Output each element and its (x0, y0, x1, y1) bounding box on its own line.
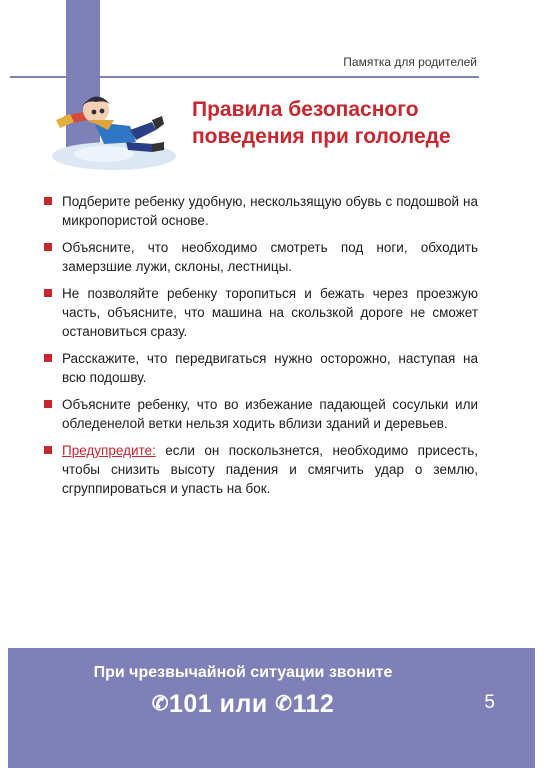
list-item (44, 238, 478, 276)
footer-title: При чрезвычайной ситуации звоните (93, 664, 393, 681)
emergency-footer (8, 648, 535, 768)
header-divider (10, 76, 479, 78)
list-item (44, 192, 478, 230)
square-bullet-icon (44, 243, 52, 251)
title-line-1: Правила безопасного (192, 98, 419, 121)
title-line-2: поведения при гололеде (192, 125, 451, 148)
item-text: Объясните, что необходимо смотреть под ноги, обходить замерзшие лужи, склоны, лестницы. (62, 240, 478, 274)
square-bullet-icon (44, 354, 52, 362)
page-number: 5 (484, 692, 495, 713)
list-item (44, 284, 478, 341)
emergency-numbers (8, 690, 478, 719)
list-item (44, 441, 478, 498)
square-bullet-icon (44, 289, 52, 297)
phone-number-2: 112 (292, 690, 335, 718)
item-text: Расскажите, что передвигаться нужно осторожно, наступая на всю подошву. (62, 351, 478, 385)
phone-number-1: 101 (168, 690, 213, 718)
phone-icon: ✆ (151, 693, 169, 715)
item-text: если он поскользнется, необходимо присесть, чтобы снизить высоту падения и смягчить удар о землю, сгруппироваться и упасть на бок. (62, 443, 478, 496)
square-bullet-icon (44, 197, 52, 205)
item-text: Подберите ребенку удобную, нескользящую обувь с подошвой на микропористой основе. (62, 194, 478, 228)
square-bullet-icon (44, 400, 52, 408)
page-title (192, 96, 492, 150)
list-item (44, 349, 478, 387)
warning-lead: Предупредите: (62, 443, 156, 458)
rules-list (44, 192, 478, 506)
item-text: Объясните ребенку, что во избежание падающей сосульки или обледенелой ветки нельзя ходить вблизи зданий и деревьев. (62, 397, 478, 431)
or-label: или (219, 690, 268, 718)
phone-icon: ✆ (275, 693, 293, 715)
header-label: Памятка для родителей (343, 55, 477, 69)
list-item (44, 395, 478, 433)
child-sliding-illustration (44, 86, 176, 172)
square-bullet-icon (44, 446, 52, 454)
item-text: Не позволяйте ребенку торопиться и бежать через проезжую часть, объясните, что машина на скользкой дороге не сможет остановиться сразу. (62, 286, 478, 339)
